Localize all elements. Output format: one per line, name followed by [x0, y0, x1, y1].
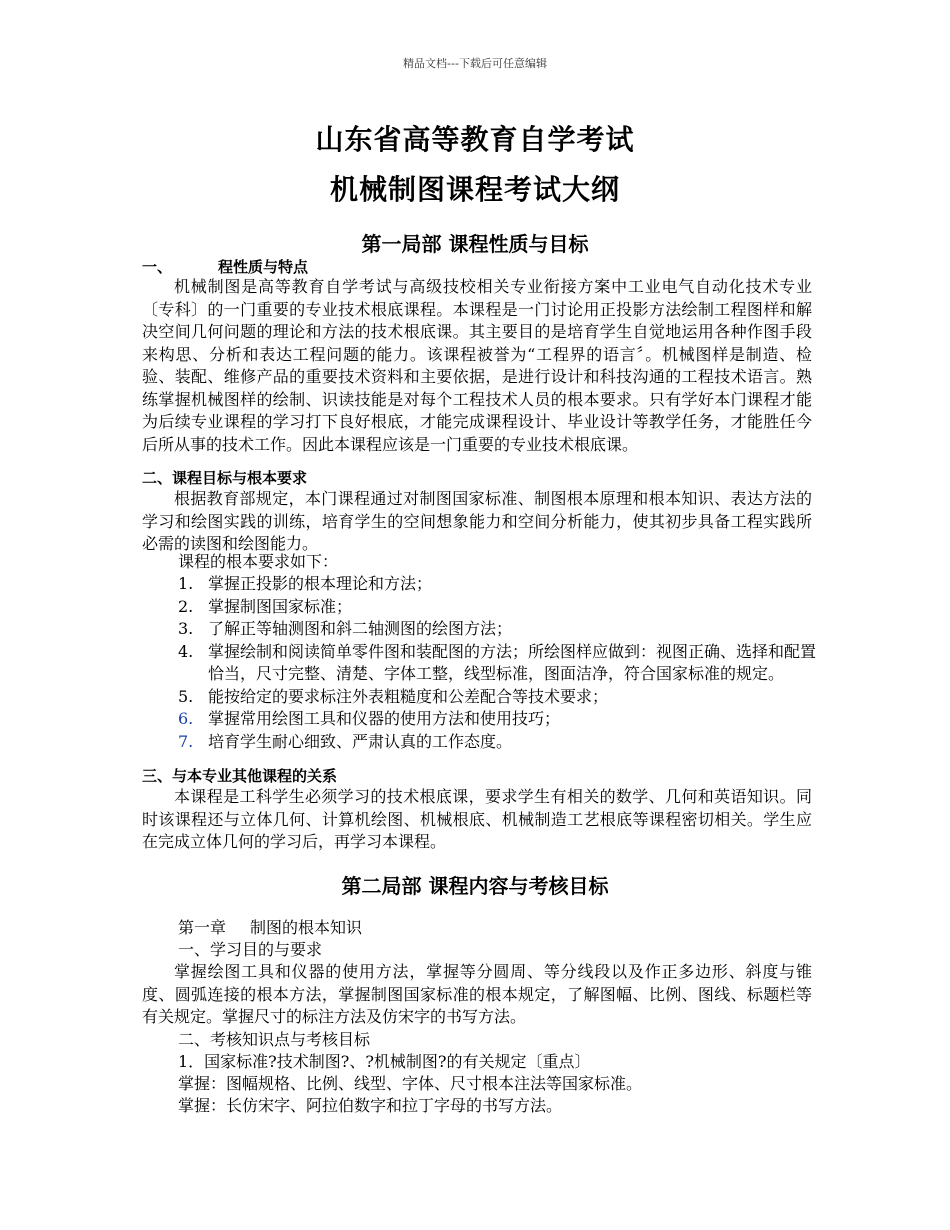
section3-paragraph: 本课程是工科学生必须学习的技术根底课，要求学生有相关的数学、几何和英语知识。同时该课程还与立体几何、计算机绘图、机械根底、机械制造工艺根底等课程密切相关。学生应在完成立体几何的学习后，再学习本课程。: [142, 787, 812, 851]
list-item-number: 1.: [178, 574, 194, 593]
subsection1-paragraph: 掌握绘图工具和仪器的使用方法，掌握等分圆周、等分线段以及作正多边形、斜度与锥度、圆弧连接的根本方法，掌握制图国家标准的根本规定，了解图幅、比例、图线、标题栏等有关规定。掌握尺寸的标注方法及仿宋字的书写方法。: [142, 962, 812, 1026]
list-item: [178, 686, 818, 709]
chapter1-title: 制图的根本知识: [250, 918, 363, 937]
list-item-number: 3.: [178, 619, 194, 638]
list-item-number: 5.: [178, 686, 194, 706]
list-item-text: 能按给定的要求标注外表粗糙度和公差配合等技术要求；: [208, 686, 609, 706]
section1-paragraph: 机械制图是高等教育自学考试与高级技校相关专业衔接方案中工业电气自动化技术专业〔专科〕的一门重要的专业技术根底课程。本课程是一门讨论用正投影方法绘制工程图样和解决空间几何问题的理论和方法的技术根底课。其主要目的是培育学生自觉地运用各种作图手段来构思、分析和表达工程问题的能力。该课程被誉为“工程界的语言〞。机械图样是制造、检验、装配、维修产品的重要技术资料和主要依据，是进行设计和科技沟通的工程技术语言。熟练掌握机械图样的绘制、识读技能是对每个工程技术人员的根本要求。只有学好本门课程才能为后续专业课程的学习打下良好根底，才能完成课程设计、毕业设计等教学任务，才能胜任今后所从事的技术工作。因此本课程应该是一门重要的专业技术根底课。: [142, 277, 812, 454]
list-item: [178, 641, 818, 686]
list-item: [178, 618, 818, 641]
section1-number: 一、: [142, 258, 173, 276]
section2-paragraph: 根据教育部规定，本门课程通过对制图国家标准、制图根本原理和根本知识、表达方法的学习和绘图实践的训练，培育学生的空间想象能力和空间分析能力，使其初步具备工程实践所必需的读图和绘图能力。: [142, 489, 812, 553]
chapter1-heading: [178, 917, 362, 940]
list-item: [178, 731, 818, 754]
section1-title: 程性质与特点: [218, 258, 309, 276]
section1-heading: [142, 256, 308, 278]
section2-intro: 课程的根本要求如下：: [178, 552, 339, 571]
document-title-line1: 山东省高等教育自学考试: [315, 123, 635, 156]
subsection2-heading: 二、考核知识点与考核目标: [178, 1030, 371, 1049]
chapter1-number: 第一章: [178, 918, 227, 937]
list-item-text: 培育学生耐心细致、严肃认真的工作态度。: [208, 731, 513, 751]
list-item-text: 掌握制图国家标准；: [208, 596, 353, 616]
list-item: [178, 708, 818, 731]
list-item-number: 2.: [178, 596, 194, 616]
requirements-list: [178, 573, 818, 753]
page-header: 精品文档---下载后可任意编辑: [403, 57, 547, 70]
document-title-line2: 机械制图课程考试大纲: [329, 173, 620, 206]
list-item-text: 了解正等轴测图和斜二轴测图的绘图方法；: [208, 619, 513, 638]
part1-heading: 第一局部 课程性质与目标: [361, 232, 589, 256]
mastery-line-1: 掌握：图幅规格、比例、线型、字体、尺寸根本注法等国家标准。: [178, 1074, 643, 1093]
knowledge-point-1: 1．国家标准?技术制图?、?机械制图?的有关规定〔重点〕: [178, 1052, 591, 1071]
section3-heading: 三、与本专业其他课程的关系: [142, 767, 338, 785]
subsection1-heading: 一、学习目的与要求: [178, 940, 323, 959]
list-item-number: 4.: [178, 641, 194, 661]
list-item: [178, 573, 818, 596]
list-item-text: 掌握绘制和阅读简单零件图和装配图的方法；所绘图样应做到：视图正确、选择和配置恰当，尺寸完整、清楚、字体工整，线型标准，图面洁净，符合国家标准的规定。: [208, 641, 817, 683]
list-item-text: 掌握常用绘图工具和仪器的使用方法和使用技巧；: [208, 709, 561, 728]
list-item: [178, 596, 818, 619]
section2-heading: 二、课程目标与根本要求: [142, 469, 308, 487]
list-item-number: 7.: [178, 731, 194, 751]
list-item-text: 掌握正投影的根本理论和方法；: [208, 574, 433, 593]
mastery-line-2: 掌握：长仿宋字、阿拉伯数字和拉丁字母的书写方法。: [178, 1096, 563, 1115]
part2-heading: 第二局部 课程内容与考核目标: [341, 874, 609, 898]
list-item-number: 6.: [178, 709, 194, 728]
